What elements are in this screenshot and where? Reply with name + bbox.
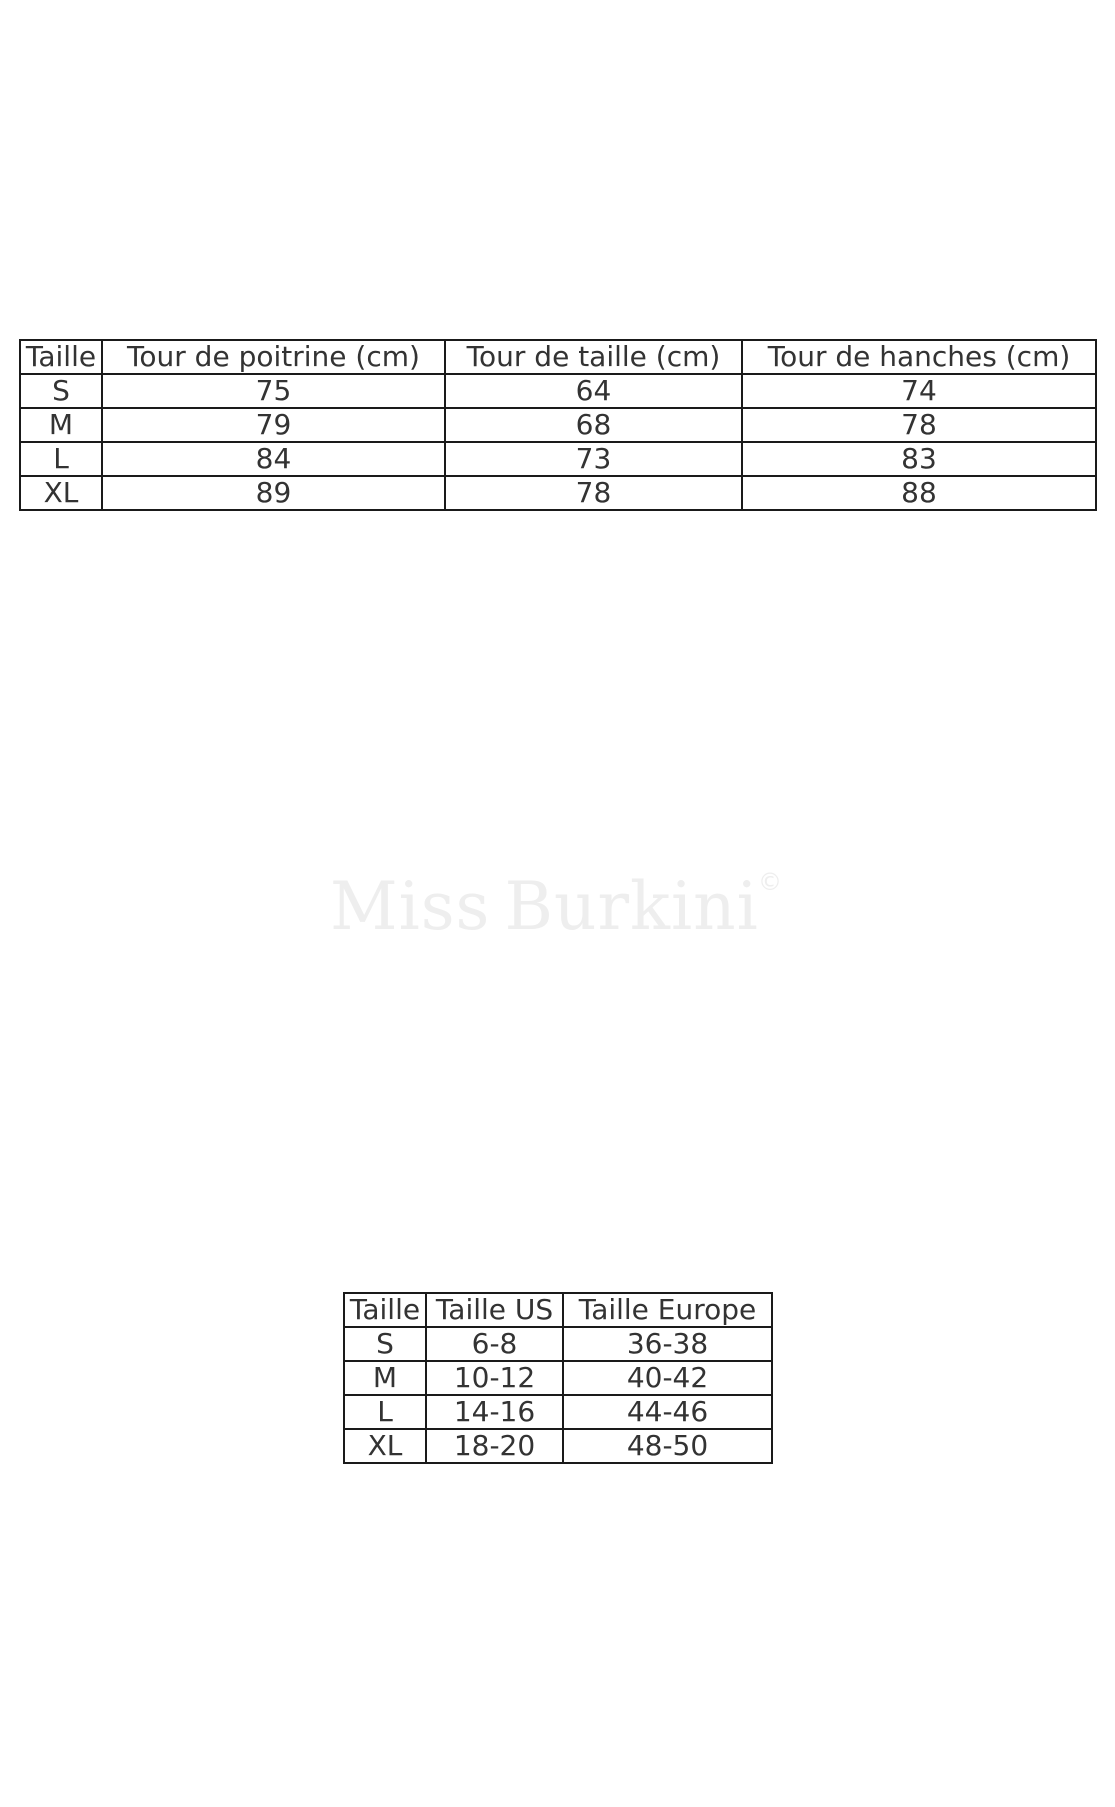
table-row <box>344 1395 772 1429</box>
cell-hips: 88 <box>742 476 1096 510</box>
table-row <box>20 476 1096 510</box>
cell-size: L <box>344 1395 426 1429</box>
table-header-row <box>344 1293 772 1327</box>
cell-europe-size: 44-46 <box>563 1395 772 1429</box>
cell-waist: 64 <box>445 374 742 408</box>
header-size: Taille <box>20 340 102 374</box>
table-row <box>344 1429 772 1463</box>
cell-us-size: 10-12 <box>426 1361 563 1395</box>
size-conversion-table <box>343 1292 773 1464</box>
cell-bust: 84 <box>102 442 445 476</box>
table-row <box>344 1327 772 1361</box>
cell-hips: 74 <box>742 374 1096 408</box>
cell-size: XL <box>20 476 102 510</box>
cell-hips: 83 <box>742 442 1096 476</box>
cell-size: L <box>20 442 102 476</box>
cell-size: XL <box>344 1429 426 1463</box>
cell-waist: 78 <box>445 476 742 510</box>
cell-size: S <box>344 1327 426 1361</box>
watermark-word-miss: Miss <box>330 868 491 945</box>
cell-europe-size: 40-42 <box>563 1361 772 1395</box>
brand-watermark <box>330 868 759 945</box>
header-hips: Tour de hanches (cm) <box>742 340 1096 374</box>
header-waist: Tour de taille (cm) <box>445 340 742 374</box>
header-bust: Tour de poitrine (cm) <box>102 340 445 374</box>
cell-bust: 89 <box>102 476 445 510</box>
cell-bust: 75 <box>102 374 445 408</box>
cell-us-size: 18-20 <box>426 1429 563 1463</box>
measurements-table <box>19 339 1097 511</box>
cell-waist: 73 <box>445 442 742 476</box>
cell-us-size: 6-8 <box>426 1327 563 1361</box>
table-row <box>20 374 1096 408</box>
table-row <box>20 442 1096 476</box>
table-row <box>344 1361 772 1395</box>
copyright-icon: © <box>758 868 782 896</box>
watermark-word-burkini: Burkini <box>504 868 759 945</box>
cell-europe-size: 36-38 <box>563 1327 772 1361</box>
header-europe-size: Taille Europe <box>563 1293 772 1327</box>
header-size: Taille <box>344 1293 426 1327</box>
cell-waist: 68 <box>445 408 742 442</box>
table-header-row <box>20 340 1096 374</box>
cell-us-size: 14-16 <box>426 1395 563 1429</box>
header-us-size: Taille US <box>426 1293 563 1327</box>
cell-hips: 78 <box>742 408 1096 442</box>
cell-size: S <box>20 374 102 408</box>
table-row <box>20 408 1096 442</box>
cell-size: M <box>20 408 102 442</box>
cell-bust: 79 <box>102 408 445 442</box>
cell-size: M <box>344 1361 426 1395</box>
cell-europe-size: 48-50 <box>563 1429 772 1463</box>
